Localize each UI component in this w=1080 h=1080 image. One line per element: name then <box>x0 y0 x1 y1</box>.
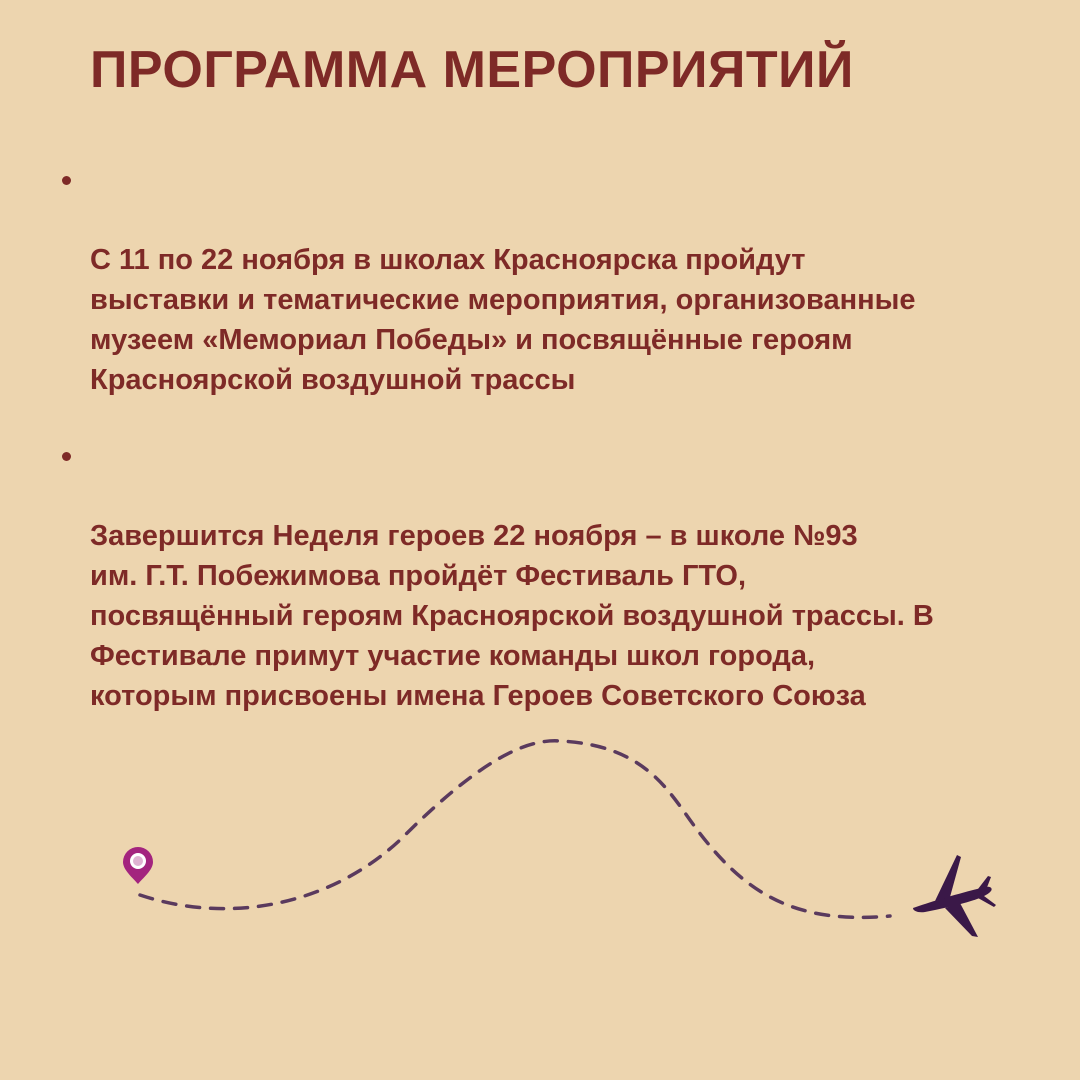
airplane-icon <box>913 855 996 937</box>
event-text: С 11 по 22 ноября в школах Красноярска пройдут выставки и тематические мероприятия, организованные музеем «Мемориал Победы» и посвящённые героям Красноярской воздушной трассы <box>90 244 916 396</box>
flight-path <box>140 741 890 918</box>
event-text: Завершится Неделя героев 22 ноября – в школе №93 им. Г.Т. Побежимова пройдёт Фестиваль ГТО, посвящённый героям Красноярской воздушной трассы. В Фестивале примут участие команды школ города, которым присвоены имена Героев Советского Союза <box>90 520 934 712</box>
page-title: ПРОГРАММА МЕРОПРИЯТИЙ <box>90 41 854 99</box>
location-pin-icon <box>123 847 153 884</box>
